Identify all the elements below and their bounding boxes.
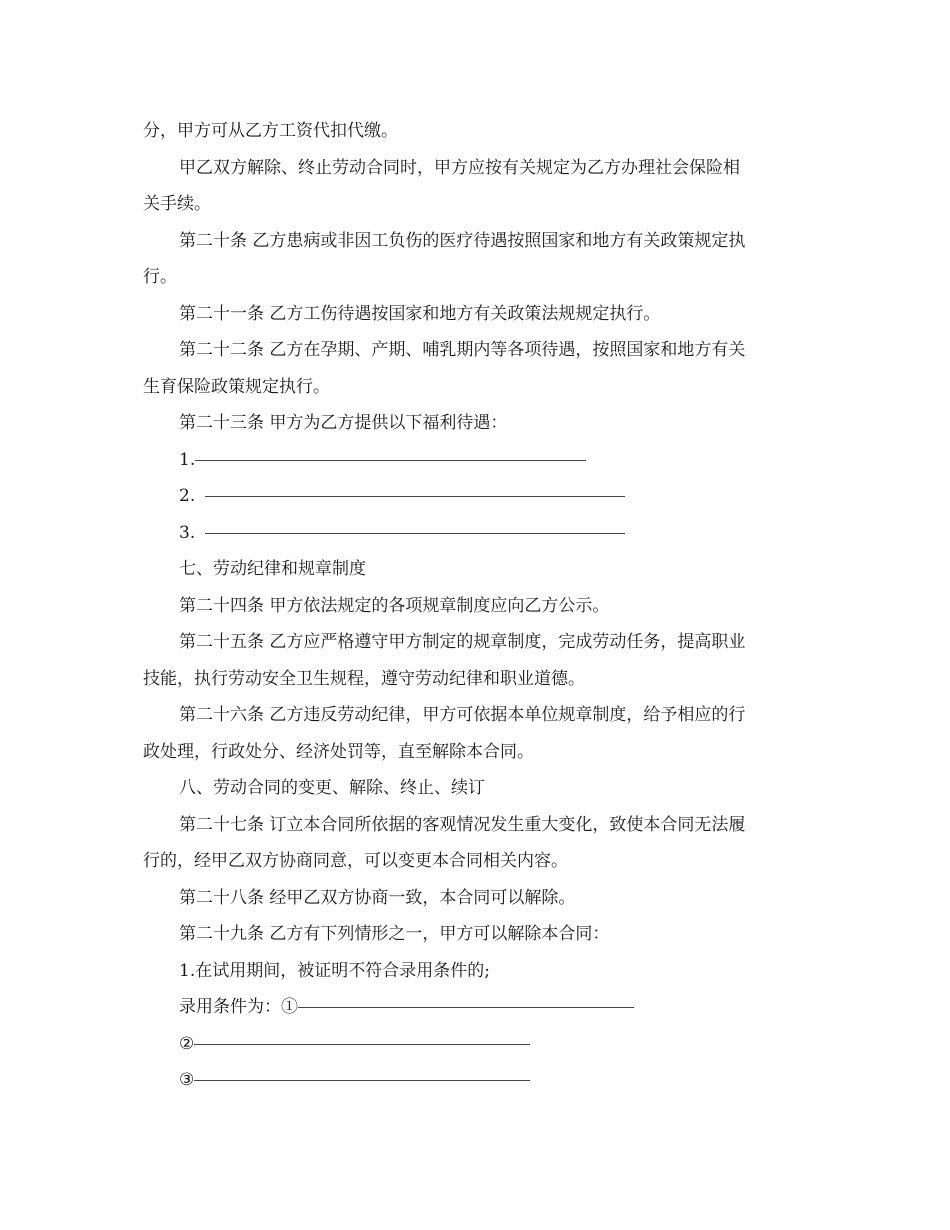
paragraph: 技能，执行劳动安全卫生规程，遵守劳动纪律和职业道德。 (143, 668, 585, 689)
hire-condition-3 (143, 1062, 808, 1099)
section-heading-8: 八、劳动合同的变更、解除、终止、续订 (179, 778, 485, 798)
paragraph-article-28: 第二十八条 经甲乙双方协商一致，本合同可以解除。 (179, 887, 576, 908)
hire-condition-marker: ② (179, 1033, 195, 1054)
welfare-item-2 (143, 478, 808, 515)
paragraph-article-20: 第二十条 乙方患病或非因工负伤的医疗待遇按照国家和地方有关政策规定执 (179, 230, 746, 251)
hire-condition-marker: ③ (179, 1070, 195, 1090)
fill-in-blank-line[interactable] (205, 495, 625, 497)
paragraph: 行的，经甲乙双方协商同意，可以变更本合同相关内容。 (143, 851, 568, 871)
fill-in-blank-line[interactable] (194, 1043, 530, 1045)
paragraph-article-23: 第二十三条 甲方为乙方提供以下福利待遇： (179, 413, 508, 433)
welfare-item-label: 3. (179, 522, 196, 543)
section-heading-7: 七、劳动纪律和规章制度 (179, 559, 366, 579)
paragraph-article-25: 第二十五条 乙方应严格遵守甲方制定的规章制度，完成劳动任务，提高职业 (179, 632, 746, 652)
paragraph-article-27: 第二十七条 订立本合同所依据的客观情况发生重大变化，致使本合同无法履 (179, 814, 746, 835)
paragraph: 甲乙双方解除、终止劳动合同时，甲方应按有关规定为乙方办理社会保险相 (179, 157, 740, 178)
paragraph: 行。 (143, 267, 177, 287)
welfare-item-label: 1. (179, 449, 196, 470)
paragraph-article-29: 第二十九条 乙方有下列情形之一，甲方可以解除本合同： (179, 924, 610, 944)
paragraph-article-22: 第二十二条 乙方在孕期、产期、哺乳期内等各项待遇，按照国家和地方有关 (179, 340, 746, 360)
paragraph: 分，甲方可从乙方工资代扣代缴。 (143, 121, 398, 141)
paragraph-article-26: 第二十六条 乙方违反劳动纪律，甲方可依据本单位规章制度，给予相应的行 (179, 705, 746, 725)
fill-in-blank-line[interactable] (194, 1079, 530, 1081)
paragraph-article-21: 第二十一条 乙方工伤待遇按国家和地方有关政策法规规定执行。 (179, 303, 661, 324)
paragraph: 生育保险政策规定执行。 (143, 376, 330, 397)
hire-condition-1 (143, 989, 808, 1026)
fill-in-blank-line[interactable] (298, 1006, 634, 1008)
welfare-item-1 (143, 442, 808, 479)
paragraph-probation-clause: 1.在试用期间，被证明不符合录用条件的; (179, 960, 490, 981)
hire-conditions-label: 录用条件为：① (179, 997, 298, 1017)
fill-in-blank-line[interactable] (205, 532, 625, 534)
fill-in-blank-line[interactable] (195, 459, 586, 461)
welfare-item-3 (143, 515, 808, 552)
hire-condition-2 (143, 1026, 808, 1063)
welfare-item-label: 2. (179, 486, 196, 506)
paragraph: 关手续。 (143, 194, 211, 214)
paragraph-article-24: 第二十四条 甲方依法规定的各项规章制度应向乙方公示。 (179, 595, 610, 616)
paragraph: 政处理，行政处分、经济处罚等，直至解除本合同。 (143, 741, 534, 762)
document-body (143, 113, 808, 1099)
